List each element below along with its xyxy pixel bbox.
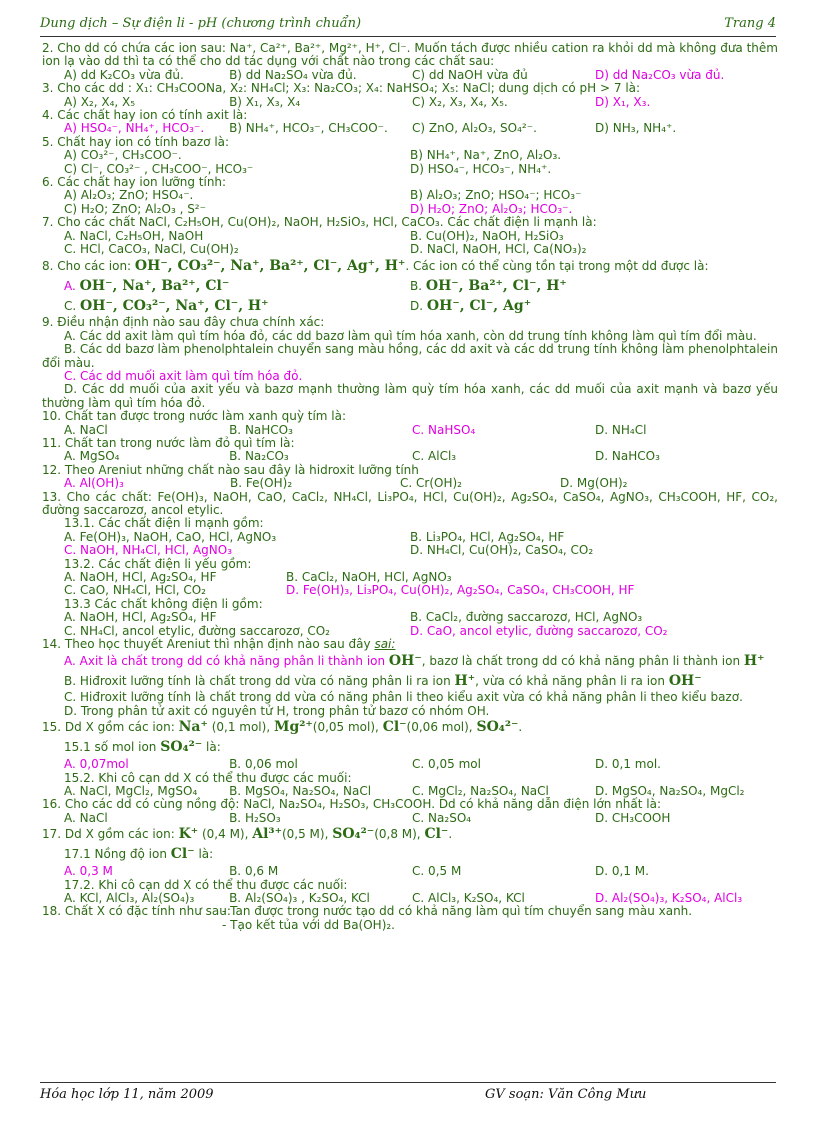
question-text: 13. Cho các chất: Fe(OH)₃, NaOH, CaO, CaCl₂, NH₄Cl, Li₃PO₄, HCl, Cu(OH)₂, Ag₂SO₄, CaSO₄, AgNO₃, CH₃COOH, HF, CO₂, đường saccarozơ, ancol etylic.	[42, 489, 778, 517]
option-d: D. CH₃COOH	[595, 810, 671, 825]
question-text: 16. Cho các dd có cùng nồng độ: NaCl, Na₂SO₄, H₂SO₃, CH₃COOH. Dd có khả năng dẫn điện lớn nhất là:	[42, 797, 662, 812]
question-text: 7. Cho các chất NaCl, C₂H₅OH, Cu(OH)₂, NaOH, H₂SiO₃, HCl, CaCO₃. Các chất điện li mạnh là:	[42, 215, 597, 230]
option-d: D. MgSO₄, Na₂SO₄, MgCl₂	[595, 783, 745, 798]
option-a: A. 0,3 M	[64, 864, 113, 879]
question-7	[42, 216, 778, 256]
option-d: D) NH₃, NH₄⁺.	[595, 121, 677, 136]
question-text: 4. Các chất hay ion có tính axit là:	[42, 108, 248, 122]
question-text: 11. Chất tan trong nước làm đỏ quì tím là:	[42, 436, 295, 450]
question-text: 14. Theo học thuyết Areniut thì nhận định nào sau đây sai:	[42, 636, 396, 651]
option-c: C. AlCl₃, K₂SO₄, KCl	[412, 890, 525, 905]
option-a: A. NaOH, HCl, Ag₂SO₄, HF	[64, 610, 217, 625]
option-a: A. MgSO₄	[64, 449, 120, 464]
option-c: C. 0,5 M	[412, 864, 462, 879]
question-text: 5. Chất hay ion có tính bazơ là:	[42, 134, 230, 149]
option-a: A. Các dd axit làm quì tím hóa đỏ, các dd bazơ làm quì tím hóa xanh, còn dd trung tính không làm quì tím đổi màu.	[64, 328, 757, 343]
option-b: B. Cu(OH)₂, NaOH, H₂SiO₃	[410, 228, 564, 243]
header-title: Dung dịch – Sự điện li - pH (chương trình chuẩn)	[40, 16, 362, 31]
question-8	[42, 256, 778, 316]
option-b: B) Al₂O₃; ZnO; HSO₄⁻; HCO₃⁻	[410, 188, 582, 203]
option-a: A. NaCl	[64, 810, 108, 825]
question-9	[42, 316, 778, 410]
sub-question-15-1: 15.1 số mol ion SO₄²⁻ là:	[64, 739, 221, 756]
option-b: B. 0,6 M	[229, 864, 279, 879]
question-text: 17. Dd X gồm các ion: K⁺ (0,4 M), Al³⁺ (0,5 M), SO₄²⁻ (0,8 M), Cl⁻ .	[42, 826, 453, 843]
option-b: B. 0,06 mol	[229, 757, 298, 772]
option-d: D) X₁, X₃.	[595, 94, 651, 109]
sub-question-13-2: 13.2. Các chất điện li yếu gồm:	[64, 556, 252, 571]
option-c: C. Na₂SO₄	[412, 810, 472, 825]
option-c: C) H₂O; ZnO; Al₂O₃ , S²⁻	[64, 201, 206, 216]
option-d: D. NH₄Cl	[595, 422, 647, 437]
option-a: A. 0,07mol	[64, 757, 129, 772]
option-b: B. H₂SO₃	[229, 810, 281, 825]
option-d: D) H₂O; ZnO; Al₂O₃; HCO₃⁻.	[410, 201, 573, 216]
option-c: C. Cr(OH)₂	[400, 476, 462, 491]
sub-question-17-2: 17.2. Khi cô cạn dd X có thể thu được các nuối:	[64, 877, 348, 892]
option-b: B. Al₂(SO₄)₃ , K₂SO₄, KCl	[229, 890, 370, 905]
option-d: D. NH₄Cl, Cu(OH)₂, CaSO₄, CO₂	[410, 543, 594, 558]
ion-list: OH⁻, CO₃²⁻, Na⁺, Ba²⁺, Cl⁻, Ag⁺, H⁺	[134, 257, 406, 274]
worksheet-content	[42, 42, 778, 932]
property-line-1: - Tan được trong nước tạo dd có khả năng làm quì tím chuyển sang màu xanh.	[222, 904, 693, 919]
question-14	[42, 638, 778, 718]
option-b: B. CaCl₂, đường saccarozơ, HCl, AgNO₃	[410, 610, 643, 625]
option-a: A. Al(OH)₃	[64, 476, 124, 491]
option-b: B) NH₄⁺, HCO₃⁻, CH₃COO⁻.	[229, 121, 388, 136]
option-a: A. Fe(OH)₃, NaOH, CaO, HCl, AgNO₃	[64, 529, 277, 544]
question-text: 6. Các chất hay ion lưỡng tính:	[42, 174, 227, 189]
option-c: C. MgCl₂, Na₂SO₄, NaCl	[412, 783, 549, 798]
option-d: D. NaHCO₃	[595, 449, 660, 464]
option-c: C. CaO, NH₄Cl, HCl, CO₂	[64, 583, 206, 598]
option-d: D. OH⁻, Cl⁻, Ag⁺	[410, 297, 532, 314]
question-text: 15. Dd X gồm các ion: Na⁺ (0,1 mol), Mg²⁺ (0,05 mol), Cl⁻ (0,06 mol), SO₄²⁻ .	[42, 719, 523, 736]
option-c: C) Cl⁻, CO₃²⁻ , CH₃COO⁻, HCO₃⁻	[64, 161, 254, 176]
option-a: A) CO₃²⁻, CH₃COO⁻.	[64, 148, 182, 163]
option-a: A) dd K₂CO₃ vừa đủ.	[64, 67, 184, 82]
question-text: 9. Điều nhận định nào sau đây chưa chính xác:	[42, 315, 325, 330]
question-16	[42, 798, 778, 825]
option-b: B. Na₂CO₃	[229, 449, 289, 464]
option-a: A. NaCl, MgCl₂, MgSO₄	[64, 783, 198, 798]
option-c: C) dd NaOH vừa đủ	[412, 67, 528, 82]
question-text: 10. Chất tan được trong nước làm xanh quỳ tím là:	[42, 409, 347, 424]
sub-question-13-1: 13.1. Các chất điện li mạnh gồm:	[64, 516, 264, 531]
option-b: B. NaHCO₃	[229, 422, 293, 437]
option-d: D. Mg(OH)₂	[560, 476, 628, 491]
question-15	[42, 718, 778, 798]
emphasis-word: sai:	[374, 636, 396, 651]
option-a: A) Al₂O₃; ZnO; HSO₄⁻.	[64, 188, 194, 203]
option-c: C. 0,05 mol	[412, 757, 481, 772]
option-c: C. Hiđroxit lưỡng tính là chất trong dd vừa có năng phân li theo kiểu axit vừa có khả năng phân li theo kiểu bazơ.	[64, 690, 743, 705]
question-18	[42, 905, 778, 932]
option-d: D. Các dd muối của axit yếu và bazơ mạnh thường làm quỳ tím hóa xanh, các dd muối của axit mạnh và bazơ yếu thường làm quì tím hóa đỏ.	[42, 382, 778, 410]
question-10	[42, 410, 778, 437]
option-d: D) HSO₄⁻, HCO₃⁻, NH₄⁺.	[410, 161, 552, 176]
option-d: D. Fe(OH)₃, Li₃PO₄, Cu(OH)₂, Ag₂SO₄, CaSO₄, CH₃COOH, HF	[286, 583, 635, 598]
question-3	[42, 82, 778, 109]
page-header	[40, 14, 776, 37]
option-d: D. Trong phân tử axit có nguyên tử H, trong phân tử bazơ có nhóm OH.	[64, 703, 490, 718]
option-d: D. NaCl, NaOH, HCl, Ca(NO₃)₂	[410, 241, 587, 256]
option-c: C) ZnO, Al₂O₃, SO₄²⁻.	[412, 121, 537, 136]
question-text: 2. Cho dd có chứa các ion sau: Na⁺, Ca²⁺, Ba²⁺, Mg²⁺, H⁺, Cl⁻. Muốn tách được nhiều cation ra khỏi dd mà không đưa thêm ion lạ vào dd thì ta có thể cho dd tác dụng với chất nào trong các chất sau:	[42, 41, 778, 69]
option-b: B. Hiđroxit lưỡng tính là chất trong dd vừa có năng phân li ra ion H⁺ , vừa có khả năng phân li ra ion OH⁻	[64, 672, 702, 689]
option-d: D. CaO, ancol etylic, đường saccarozơ, CO₂	[410, 623, 668, 638]
option-c: C. NH₄Cl, ancol etylic, đường saccarozơ, CO₂	[64, 623, 330, 638]
question-13	[42, 491, 778, 638]
option-a: A. NaOH, HCl, Ag₂SO₄, HF	[64, 570, 217, 584]
option-b: B. OH⁻, Ba²⁺, Cl⁻, H⁺	[410, 277, 567, 294]
question-6	[42, 176, 778, 216]
option-d: D. 0,1 M.	[595, 864, 649, 879]
option-d: D) dd Na₂CO₃ vừa đủ.	[595, 67, 725, 82]
sub-question-15-2: 15.2. Khi cô cạn dd X có thể thu được các muối:	[64, 770, 352, 785]
question-11	[42, 437, 778, 464]
footer-author: GV soạn: Văn Công Mưu	[485, 1087, 647, 1102]
question-17	[42, 825, 778, 905]
option-d: D. Al₂(SO₄)₃, K₂SO₄, AlCl₃	[595, 890, 743, 905]
option-b: B. Các dd bazơ làm phenolphtalein chuyển sang màu hồng, các dd axit và các dd trung tính không làm phenolphtalein đổi màu.	[42, 342, 778, 370]
option-c: C) X₂, X₃, X₄, X₅.	[412, 94, 508, 109]
option-a: A. Axit là chất trong dd có khả năng phân li thành ion OH⁻ , bazơ là chất trong dd có khả năng phân li thành ion H⁺	[64, 652, 765, 669]
option-a: A) HSO₄⁻, NH₄⁺, HCO₃⁻.	[64, 121, 205, 136]
question-text: 12. Theo Areniut những chất nào sau đây là hidroxit lưỡng tính	[42, 462, 419, 477]
sub-question-17-1: 17.1 Nồng độ ion Cl⁻ là:	[64, 846, 214, 863]
option-b: B. Li₃PO₄, HCl, Ag₂SO₄, HF	[410, 529, 565, 544]
option-c: C. NaOH, NH₄Cl, HCl, AgNO₃	[64, 543, 233, 558]
option-a: A. OH⁻, Na⁺, Ba²⁺, Cl⁻	[64, 277, 230, 294]
question-suffix: . Các ion có thể cùng tồn tại trong một dd được là:	[405, 258, 709, 273]
option-b: B. CaCl₂, NaOH, HCl, AgNO₃	[286, 570, 452, 584]
option-c: C. NaHSO₄	[412, 422, 476, 437]
question-4	[42, 109, 778, 136]
option-a: A. NaCl, C₂H₅OH, NaOH	[64, 228, 204, 243]
option-a: A. NaCl	[64, 422, 108, 437]
option-c: C. HCl, CaCO₃, NaCl, Cu(OH)₂	[64, 241, 239, 256]
header-page-number: Trang 4	[724, 16, 776, 31]
question-text: 18. Chất X có đặc tính như sau: - Tan được trong nước tạo dd có khả năng làm quì tím chuyển sang màu xanh.	[42, 904, 693, 919]
footer-course: Hóa học lớp 11, năm 2009	[40, 1087, 214, 1102]
option-b: B. Fe(OH)₂	[230, 476, 293, 491]
option-c: C. OH⁻, CO₃²⁻, Na⁺, Cl⁻, H⁺	[64, 297, 269, 314]
option-b: B. MgSO₄, Na₂SO₄, NaCl	[229, 783, 372, 798]
page-footer	[40, 1082, 776, 1107]
option-c: C. Các dd muối axit làm quì tím hóa đỏ.	[64, 368, 303, 383]
option-d: D. 0,1 mol.	[595, 757, 661, 772]
question-prefix: 8. Cho các ion:	[42, 258, 132, 273]
option-a: A. KCl, AlCl₃, Al₂(SO₄)₃	[64, 890, 195, 905]
question-text: 3. Cho các dd : X₁: CH₃COONa, X₂: NH₄Cl; X₃: Na₂CO₃; X₄: NaHSO₄; X₅: NaCl; dung dịch có pH > 7 là:	[42, 81, 641, 96]
option-b: B) dd Na₂SO₄ vừa đủ.	[229, 67, 357, 82]
question-5	[42, 136, 778, 176]
option-b: B) X₁, X₃, X₄	[229, 94, 301, 109]
option-c: C. AlCl₃	[412, 449, 457, 464]
property-line-2: - Tạo kết tủa với dd Ba(OH)₂.	[222, 917, 395, 932]
sub-question-13-3: 13.3 Các chất không điện li gồm:	[64, 596, 263, 611]
question-12	[42, 464, 778, 491]
option-b: B) NH₄⁺, Na⁺, ZnO, Al₂O₃.	[410, 148, 562, 163]
question-2	[42, 42, 778, 82]
option-a: A) X₂, X₄, X₅	[64, 94, 136, 109]
